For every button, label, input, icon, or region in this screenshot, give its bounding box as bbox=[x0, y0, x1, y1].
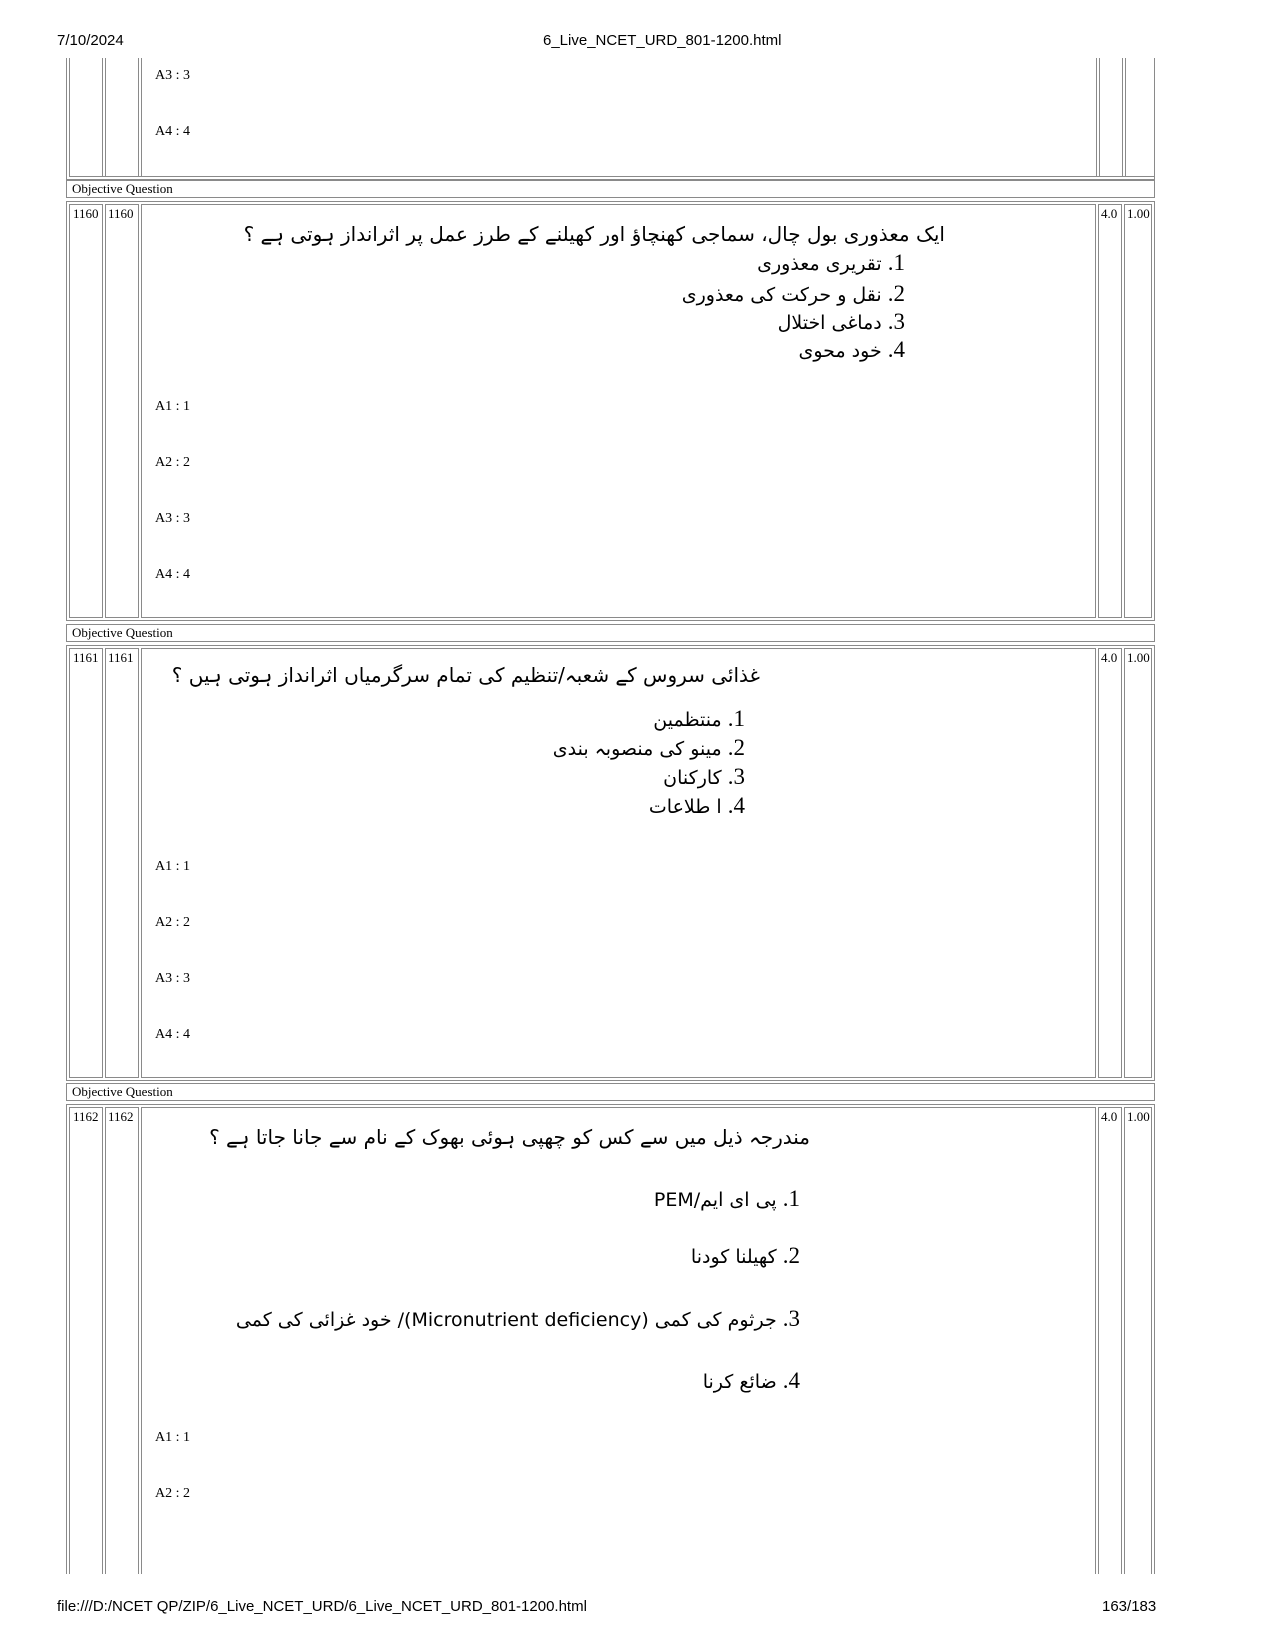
choice-1: 1. پی ای ایم/PEM bbox=[653, 1186, 800, 1211]
prev-option-a3: A3 : 3 bbox=[155, 68, 190, 83]
serial-number: 1161 bbox=[73, 650, 99, 665]
choice-3: 3. کارکنان bbox=[663, 764, 745, 789]
print-date: 7/10/2024 bbox=[57, 32, 124, 49]
choice-4: 4. ضائع کرنا bbox=[702, 1368, 800, 1393]
prev-option-a4: A4 : 4 bbox=[155, 124, 190, 139]
option-a2: A2 : 2 bbox=[155, 455, 190, 470]
option-a3: A3 : 3 bbox=[155, 971, 190, 986]
option-a1: A1 : 1 bbox=[155, 1430, 190, 1445]
option-a2: A2 : 2 bbox=[155, 1486, 190, 1501]
marks: 4.0 bbox=[1101, 1109, 1118, 1124]
choice-3: 3. جرثوم کی کمی (Micronutrient deficiency)/ خود غزائی کی کمی bbox=[235, 1306, 800, 1331]
section-label: Objective Question bbox=[72, 625, 173, 640]
choice-2: 2. نقل و حرکت کی معذوری bbox=[681, 281, 905, 306]
choice-1: 1. منتظمین bbox=[653, 706, 745, 731]
choice-2: 2. مینو کی منصوبہ بندی bbox=[552, 735, 745, 760]
option-a2: A2 : 2 bbox=[155, 915, 190, 930]
marks: 4.0 bbox=[1101, 206, 1118, 221]
serial-number: 1160 bbox=[73, 206, 99, 221]
question-stem: غذائی سروس کے شعبہ/تنظیم کی تمام سرگرمیاں اثرانداز ہوتی ہیں ؟ bbox=[171, 663, 760, 687]
print-title: 6_Live_NCET_URD_801-1200.html bbox=[543, 32, 782, 49]
option-a3: A3 : 3 bbox=[155, 511, 190, 526]
option-a4: A4 : 4 bbox=[155, 1027, 190, 1042]
choice-1: 1. تقریری معذوری bbox=[757, 250, 905, 275]
option-a1: A1 : 1 bbox=[155, 399, 190, 414]
section-label: Objective Question bbox=[72, 1084, 173, 1099]
choice-3: 3. دماغی اختلال bbox=[777, 309, 905, 334]
file-path: file:///D:/NCET QP/ZIP/6_Live_NCET_URD/6_Live_NCET_URD_801-1200.html bbox=[57, 1598, 587, 1615]
question-stem: مندرجہ ذیل میں سے کس کو چھپی ہوئی بھوک کے نام سے جانا جاتا ہے ؟ bbox=[209, 1125, 810, 1149]
choice-4: 4. ا طلاعات bbox=[648, 793, 745, 818]
question-id: 1162 bbox=[108, 1109, 134, 1124]
serial-number: 1162 bbox=[73, 1109, 99, 1124]
option-a4: A4 : 4 bbox=[155, 567, 190, 582]
question-stem: ایک معذوری بول چال، سماجی کھنچاؤ اور کھیلنے کے طرز عمل پر اثرانداز ہوتی ہے ؟ bbox=[243, 222, 945, 246]
page-number: 163/183 bbox=[1102, 1598, 1157, 1615]
choice-2: 2. کھیلنا کودنا bbox=[690, 1243, 800, 1268]
question-id: 1161 bbox=[108, 650, 134, 665]
negative-marks: 1.00 bbox=[1127, 650, 1150, 665]
negative-marks: 1.00 bbox=[1127, 206, 1150, 221]
question-id: 1160 bbox=[108, 206, 134, 221]
choice-4: 4. خود محوی bbox=[798, 337, 905, 362]
option-a1: A1 : 1 bbox=[155, 859, 190, 874]
marks: 4.0 bbox=[1101, 650, 1118, 665]
section-label: Objective Question bbox=[72, 181, 173, 196]
negative-marks: 1.00 bbox=[1127, 1109, 1150, 1124]
